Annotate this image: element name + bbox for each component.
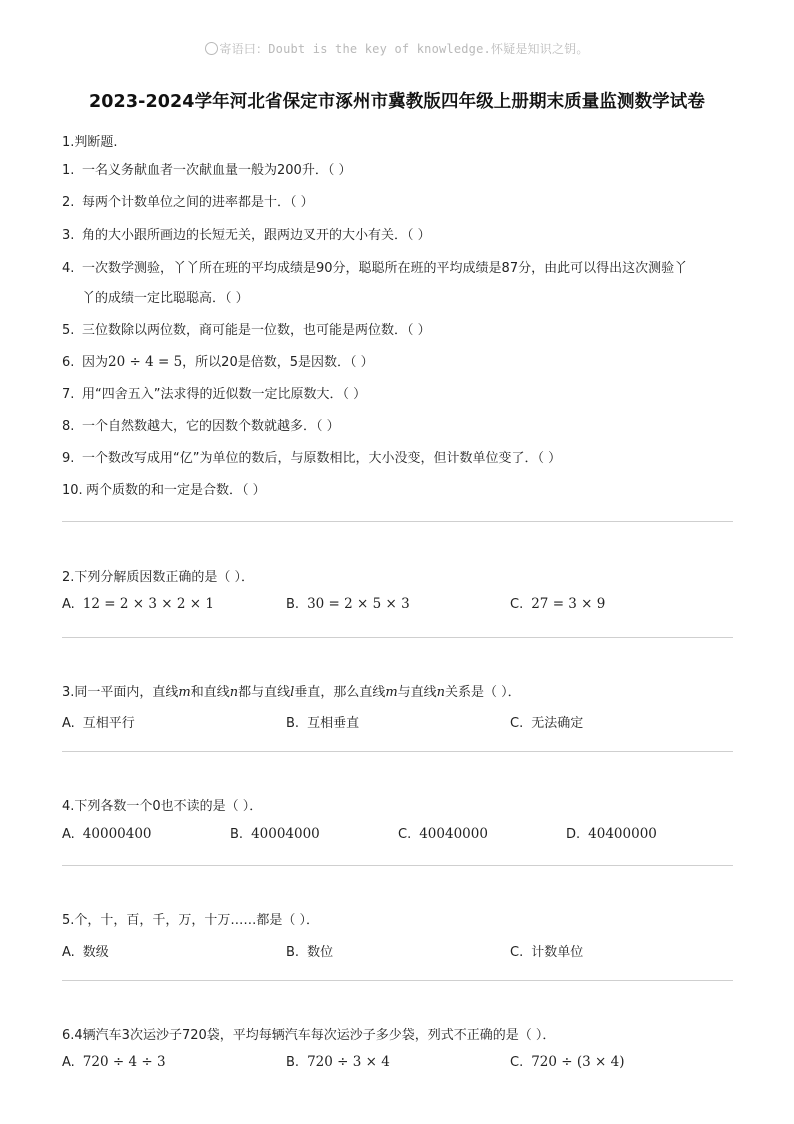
section-divider — [62, 637, 733, 638]
option-label: C. — [510, 1055, 524, 1070]
q6-option-c[interactable] — [510, 1054, 625, 1070]
q2-option-b[interactable] — [286, 596, 410, 612]
option-label: A. — [62, 597, 75, 612]
section-divider — [62, 751, 733, 752]
option-value: 720 ÷ (3 × 4) — [531, 1054, 625, 1070]
item-number: 6. — [62, 355, 75, 370]
option-label: A. — [62, 945, 75, 960]
item-number: 8. — [62, 419, 75, 434]
option-label: C. — [510, 945, 524, 960]
item-number: 4. — [62, 261, 75, 276]
heading-text: 都与直线 — [238, 685, 291, 700]
item-number: 2. — [62, 195, 75, 210]
smiley-icon — [205, 42, 218, 55]
motto-text: 寄语曰：Doubt is the key of knowledge.怀疑是知识之钥。 — [219, 42, 589, 56]
item-text-pre: 因为 — [82, 355, 109, 370]
q1-item-2 — [62, 189, 742, 216]
option-value: 互相垂直 — [307, 716, 360, 731]
question-2-heading: 2.下列分解质因数正确的是（ ）． — [62, 570, 255, 585]
item-number: 5. — [62, 323, 75, 338]
q4-option-a[interactable] — [62, 826, 152, 842]
question-5-heading: 5.个，十，百，千，万，十万……都是（ ）． — [62, 913, 320, 928]
heading-text: 和直线 — [190, 685, 230, 700]
question-1-heading: 1.判断题. — [62, 135, 118, 150]
heading-text: 垂直，那么直线 — [294, 685, 386, 700]
item-text-continued: 丫的成绩一定比聪聪高．（ ） — [82, 291, 249, 306]
item-number: 3. — [62, 228, 75, 243]
q6-option-b[interactable] — [286, 1054, 390, 1070]
q1-item-9 — [62, 445, 742, 472]
option-value: 无法确定 — [531, 716, 584, 731]
page-title: 2023-2024学年河北省保定市涿州市冀教版四年级上册期末质量监测数学试卷 — [89, 92, 705, 112]
variable-n: n — [229, 685, 239, 700]
option-label: A. — [62, 1055, 75, 1070]
option-value: 40004000 — [251, 826, 320, 842]
item-text: 用“四舍五入”法求得的近似数一定比原数大．（ ） — [82, 387, 367, 402]
option-value: 计数单位 — [531, 945, 584, 960]
option-label: B. — [230, 827, 244, 842]
item-text: 一个自然数越大，它的因数个数就越多．（ ） — [82, 419, 340, 434]
option-value: 12 = 2 × 3 × 2 × 1 — [82, 596, 214, 612]
option-label: B. — [286, 1055, 300, 1070]
heading-text: 关系是（ ）． — [445, 685, 521, 700]
question-4-heading: 4.下列各数一个0也不读的是（ ）． — [62, 799, 263, 814]
heading-text: 3.同一平面内，直线 — [62, 685, 179, 700]
option-value: 40400000 — [588, 826, 657, 842]
item-text: 一名义务献血者一次献血量一般为200升．（ ） — [82, 163, 352, 178]
q3-option-c[interactable] — [510, 712, 583, 731]
item-text: 角的大小跟所画边的长短无关，跟两边叉开的大小有关．（ ） — [82, 228, 431, 243]
option-label: D. — [566, 827, 581, 842]
q5-option-b[interactable] — [286, 941, 333, 960]
option-label: C. — [510, 716, 524, 731]
section-divider — [62, 865, 733, 866]
option-value: 27 = 3 × 9 — [531, 596, 606, 612]
q2-option-a[interactable] — [62, 596, 214, 612]
option-label: B. — [286, 716, 300, 731]
q3-option-a[interactable] — [62, 712, 135, 731]
item-text: 三位数除以两位数，商可能是一位数，也可能是两位数．（ ） — [82, 323, 431, 338]
item-text: 一个数改写成用“亿”为单位的数后，与原数相比，大小没变，但计数单位变了．（ ） — [82, 451, 562, 466]
question-6-heading: 6.4辆汽车3次运沙子720袋，平均每辆汽车每次运沙子多少袋，列式不正确的是（ ）． — [62, 1028, 556, 1043]
option-label: A. — [62, 716, 75, 731]
q1-item-6 — [62, 349, 742, 376]
option-label: B. — [286, 945, 300, 960]
item-text: 两个质数的和一定是合数．（ ） — [86, 483, 266, 498]
variable-l: l — [290, 685, 295, 700]
q1-item-4-continued — [62, 285, 742, 312]
item-text: 一次数学测验，丫丫所在班的平均成绩是90分，聪聪所在班的平均成绩是87分，由此可以得出这次测验丫 — [82, 261, 688, 276]
option-label: C. — [398, 827, 412, 842]
item-number: 7. — [62, 387, 75, 402]
option-label: C. — [510, 597, 524, 612]
q1-item-3 — [62, 222, 742, 249]
item-text-post: ，所以20是倍数，5是因数．（ ） — [182, 355, 374, 370]
option-value: 40040000 — [419, 826, 488, 842]
q4-option-c[interactable] — [398, 826, 488, 842]
heading-text: 与直线 — [397, 685, 437, 700]
item-number: 9. — [62, 451, 75, 466]
option-value: 30 = 2 × 5 × 3 — [307, 596, 410, 612]
q1-item-4 — [62, 255, 742, 282]
option-value: 720 ÷ 3 × 4 — [307, 1054, 390, 1070]
option-value: 40000400 — [82, 826, 152, 842]
motto-line — [0, 40, 794, 57]
item-number: 1. — [62, 163, 75, 178]
option-value: 720 ÷ 4 ÷ 3 — [82, 1054, 166, 1070]
section-divider — [62, 521, 733, 522]
variable-n: n — [436, 685, 446, 700]
q1-item-7 — [62, 381, 742, 408]
option-label: B. — [286, 597, 300, 612]
q1-item-10 — [62, 477, 742, 504]
item-math: 20 ÷ 4 = 5 — [108, 354, 183, 370]
q5-option-a[interactable] — [62, 941, 109, 960]
option-value: 数位 — [307, 945, 334, 960]
q2-option-c[interactable] — [510, 596, 605, 612]
question-3-heading — [62, 681, 521, 700]
option-label: A. — [62, 827, 75, 842]
q1-item-5 — [62, 317, 742, 344]
variable-m: m — [385, 685, 398, 700]
q1-item-8 — [62, 413, 742, 440]
variable-m: m — [178, 685, 191, 700]
q1-item-1 — [62, 157, 742, 184]
q5-option-c[interactable] — [510, 941, 583, 960]
option-value: 数级 — [82, 945, 109, 960]
q6-option-a[interactable] — [62, 1054, 166, 1070]
section-divider — [62, 980, 733, 981]
q4-option-b[interactable] — [230, 826, 320, 842]
item-text: 每两个计数单位之间的进率都是十．（ ） — [82, 195, 314, 210]
option-value: 互相平行 — [82, 716, 135, 731]
q3-option-b[interactable] — [286, 712, 359, 731]
q4-option-d[interactable] — [566, 826, 657, 842]
item-number: 10. — [62, 483, 83, 498]
